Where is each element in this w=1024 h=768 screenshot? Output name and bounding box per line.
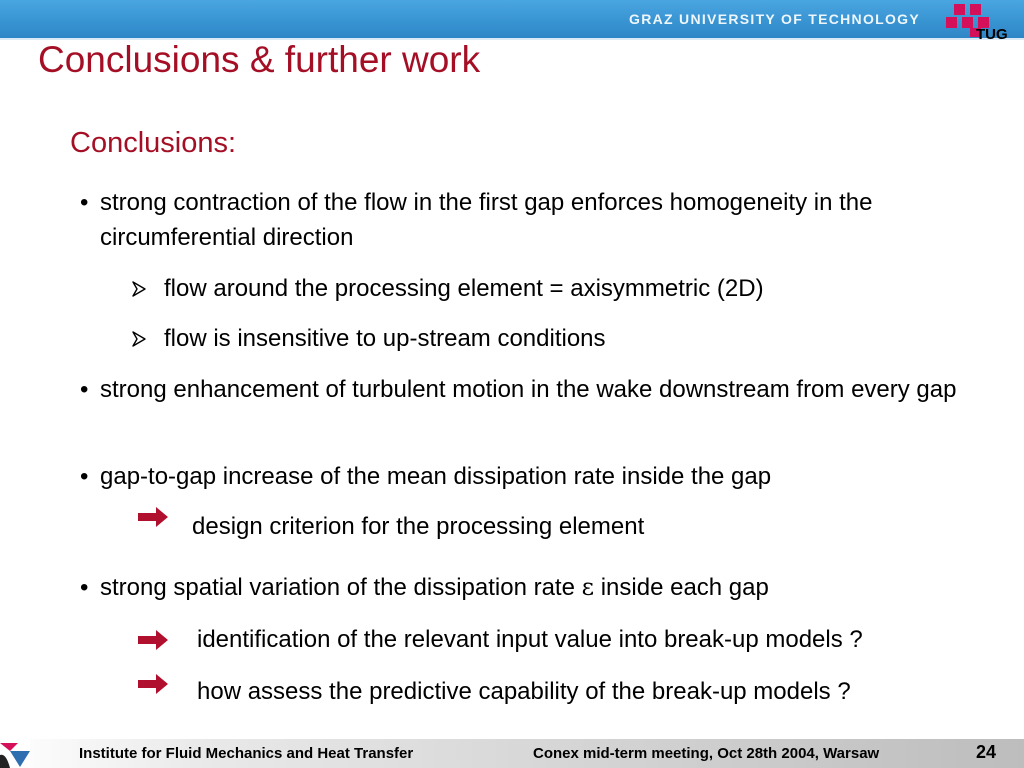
epsilon-symbol: ε: [581, 573, 595, 601]
chevron-right-icon: [131, 331, 147, 347]
bullet-text-before: strong spatial variation of the dissipation rate: [100, 574, 582, 601]
bullet-text: gap-to-gap increase of the mean dissipation rate inside the gap: [100, 463, 772, 490]
sub-item-text: flow around the processing element = axisymmetric (2D): [164, 275, 764, 302]
arrow-item: [197, 622, 863, 657]
bullet-dot: •: [80, 376, 89, 403]
arrow-item-text: how assess the predictive capability of the break-up models ?: [197, 678, 851, 705]
arrow-item-text: identification of the relevant input value into break-up models ?: [197, 626, 863, 653]
sub-item: [164, 321, 606, 356]
footer-bar: [0, 739, 1024, 768]
page-number: 24: [976, 742, 997, 762]
arrow-right-icon: [136, 505, 170, 529]
bullet-dot: •: [80, 189, 89, 216]
footer-meeting: Conex mid-term meeting, Oct 28th 2004, Warsaw: [533, 745, 880, 762]
university-name: GRAZ UNIVERSITY OF TECHNOLOGY: [629, 11, 921, 27]
chevron-right-icon: [131, 281, 147, 297]
header-bar: [0, 0, 1024, 38]
slide-title: Conclusions & further work: [38, 39, 481, 80]
arrow-item: [192, 509, 644, 544]
sub-item-text: flow is insensitive to up-stream conditions: [164, 325, 606, 352]
bullet-text-after: inside each gap: [594, 574, 769, 601]
tug-logo: [942, 0, 1018, 42]
bullet-item: [80, 372, 1000, 407]
arrow-right-icon: [136, 672, 170, 696]
bullet-item: [80, 570, 1000, 605]
bullet-text: strong enhancement of turbulent motion in the wake downstream from every gap: [100, 376, 957, 403]
sub-item: [164, 271, 764, 306]
footer-institute: Institute for Fluid Mechanics and Heat Transfer: [79, 745, 414, 762]
arrow-item-text: design criterion for the processing element: [192, 513, 645, 540]
arrow-item: [197, 674, 851, 709]
bullet-item: [80, 459, 1000, 494]
logo-text: TUG: [976, 26, 1008, 42]
bullet-dot: •: [80, 463, 89, 490]
institute-emblem-icon: [0, 739, 30, 768]
bullet-dot: •: [80, 574, 89, 601]
bullet-item: [80, 185, 1024, 255]
bullet-text: strong contraction of the flow in the first gap enforces homogeneity in the circumferential direction: [100, 189, 873, 251]
arrow-right-icon: [136, 628, 170, 652]
conclusions-heading: Conclusions:: [70, 127, 237, 159]
